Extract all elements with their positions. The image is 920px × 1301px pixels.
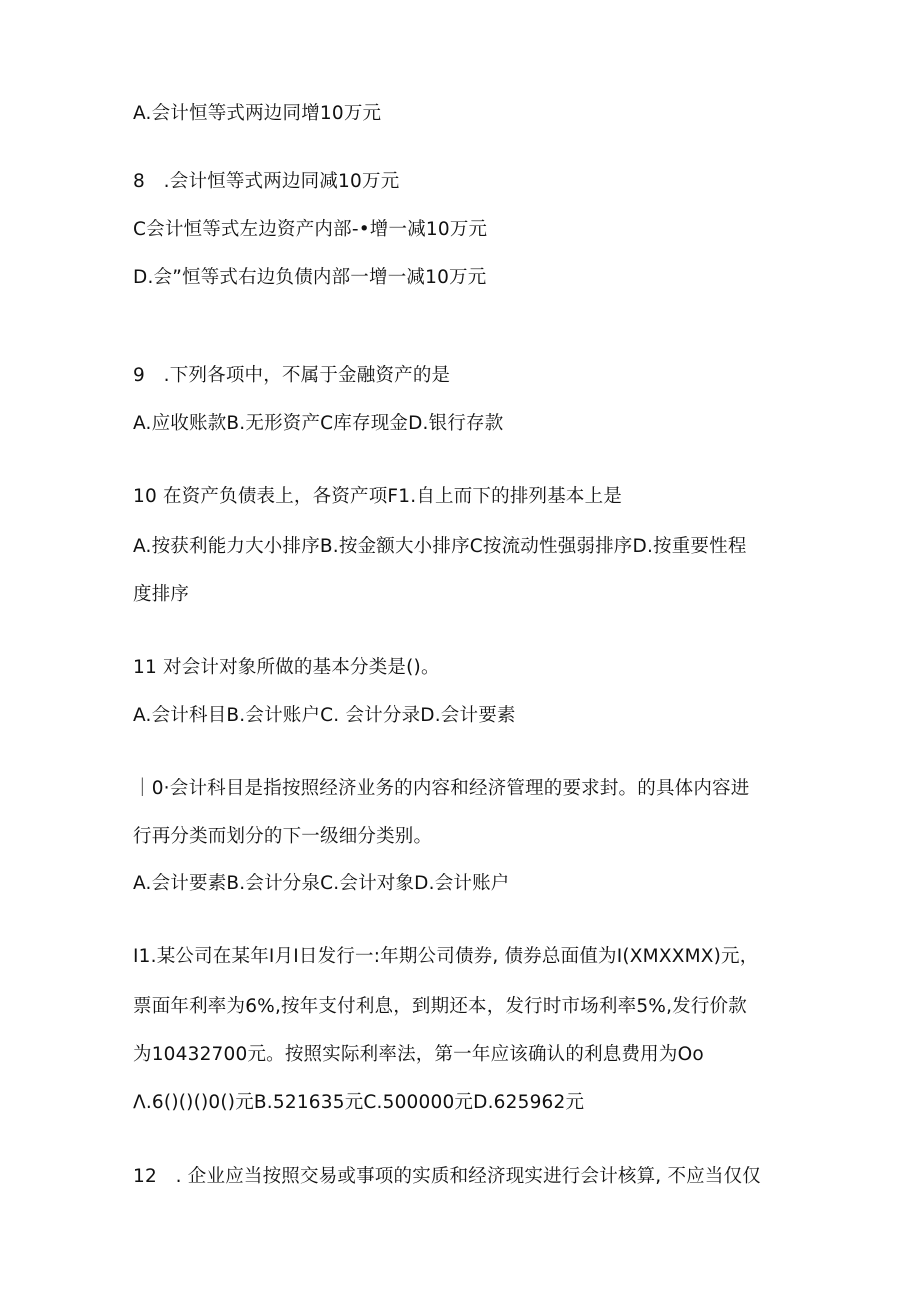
- options-q10b: A.会计要素B.会计分泉C.会计对象D.会计账户: [133, 873, 510, 894]
- option-d-q7: D.会”恒等式右边负债内部一增一减10万元: [133, 267, 487, 288]
- question-10b: ｜0·会计科目是指按照经济业务的内容和经济管理的要求封。的具体内容进: [133, 778, 750, 799]
- options-q10-continued: 度排序: [133, 584, 190, 605]
- options-q11: A.会计科目B.会计账户C. 会计分录D.会计要素: [133, 705, 516, 726]
- options-q11b: Λ.6()()()0()元B.521635元C.500000元D.625962元: [133, 1092, 585, 1113]
- option-c-q7: C会计恒等式左边资产内部-•增一减10万元: [133, 219, 488, 240]
- option-b-q7: 8 .会计恒等式两边同减10万元: [133, 171, 400, 192]
- question-9: 9 .下列各项中，不属于金融资产的是: [133, 365, 451, 386]
- question-12: 12 . 企业应当按照交易或事项的实质和经济现实进行会计核算, 不应当仅仅: [133, 1166, 761, 1187]
- question-11b-line2: 票面年利率为6%,按年支付利息，到期还本，发行时市场利率5%,发行价款: [133, 996, 747, 1017]
- question-11b: I1.某公司在某年I月I日发行一:年期公司债券, 债券总面值为I(XMXXMX)元，: [133, 946, 759, 967]
- question-11: 11 对会计对象所做的基本分类是()。: [133, 657, 440, 678]
- options-q10: A.按获利能力大小排序B.按金额大小排序C按流动性强弱排序D.按重要性程: [133, 536, 747, 557]
- question-10b-continued: 行再分类而划分的下一级细分类别。: [133, 826, 433, 847]
- question-10: 10 在资产负债表上，各资产项F1.自上而下的排列基本上是: [133, 486, 623, 507]
- options-q9: A.应收账款B.无形资产C库存现金D.银行存款: [133, 413, 504, 434]
- question-11b-line3: 为10432700元。按照实际利率法，第一年应该确认的利息费用为Oo: [133, 1044, 704, 1065]
- option-a-q7: A.会计恒等式两边同增10万元: [133, 103, 382, 124]
